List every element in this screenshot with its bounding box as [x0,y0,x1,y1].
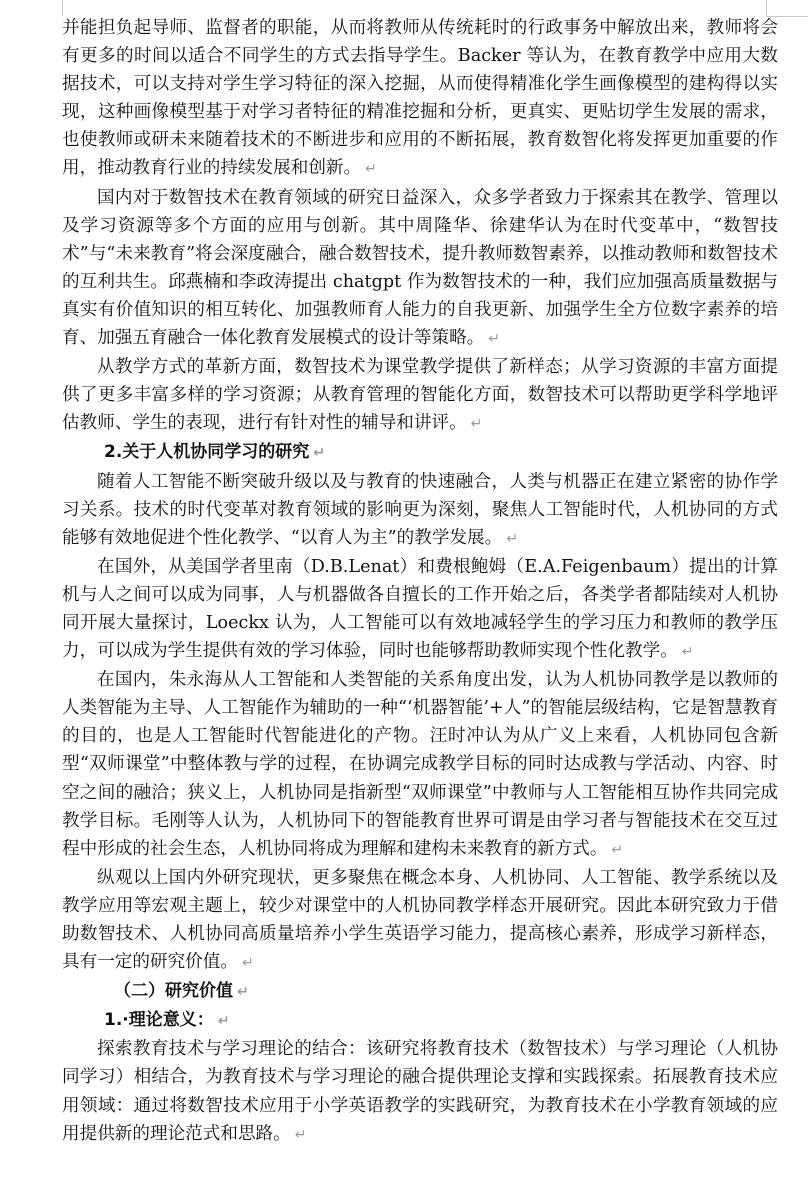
section-heading [62,1006,778,1035]
heading-text: （二）研究价值 [114,981,233,1002]
paragraph-text: 在国内，朱永海从人工智能和人类智能的关系角度出发，认为人机协同教学是以教师的人类智能为主导、人工智能作为辅助的一种“‘机器智能’+人”的智能层级结构，它是智慧教育的目的，也是人工智能时代智能进化的产物。汪时冲认为从广义上来看，人机协同包含新型“双师课堂”中整体教与学的过程，在协调完成教学目标的同时达成教与学活动、内容、时空之间的融洽；狭义上，人机协同是指新型“双师课堂”中教师与人工智能相互协作共同完成教学目标。毛刚等人认为，人机协同下的智能教育世界可谓是由学习者与智能技术在交互过程中形成的社会生态，人机协同将成为理解和建构未来教育的新方式。 [62,670,778,859]
paragraph-mark-icon: ↵ [611,841,624,858]
heading-text: 1.·理论意义： [104,1010,214,1031]
paragraph-mark-icon: ↵ [217,1013,230,1030]
paragraph-mark-icon: ↵ [294,1126,307,1143]
paragraph-text: 纵观以上国内外研究现状，更多聚焦在概念本身、人机协同、人工智能、教学系统以及教学应用等宏观主题上，较少对课堂中的人机协同教学样态开展研究。因此本研究致力于借助数智技术、人机协同高质量培养小学生英语学习能力，提高核心素养，形成学习新样态，具有一定的研究价值。 [62,867,778,973]
paragraph-text: 在国外，从美国学者里南（D.B.Lenat）和费根鲍姆（E.A.Feigenbaum）提出的计算机与人之间可以成为同事，人与机器做各自擅长的工作开始之后，各类学者都陆续对人机协同开展大量探讨，Loeckx 认为，人工智能可以有效地减轻学生的学习压力和教师的教学压力，可以成为学生提供有效的学习体验，同时也能够帮助教师实现个性化教学。 [62,556,778,662]
paragraph-text: 随着人工智能不断突破升级以及与教育的快速融合，人类与机器正在建立紧密的协作学习关系。技术的时代变革对教育领域的影响更为深刻，聚焦人工智能时代，人机协同的方式能够有效地促进个性化教学、“以育人为主”的教学发展。 [62,471,778,548]
paragraph-mark-icon: ↵ [365,161,377,178]
body-paragraph [62,468,778,553]
paragraph-mark-icon: ↵ [506,530,518,547]
section-heading [62,977,778,1006]
body-paragraph [62,184,778,354]
paragraph-mark-icon: ↵ [237,984,249,1001]
paragraph-mark-icon: ↵ [681,644,694,661]
paragraph-mark-icon: ↵ [313,445,326,462]
body-paragraph [62,666,778,864]
section-heading [62,438,778,467]
body-paragraph [62,1035,778,1148]
paragraph-text: 并能担负起导师、监督者的职能，从而将教师从传统耗时的行政事务中解放出来，教师将会有更多的时间以适合不同学生的方式去指导学生。Backer 等认为，在教育教学中应用大数据技术，可以支持对学生学习特征的深入挖掘，从而使得精准化学生画像模型的建构得以实现，这种画像模型基于对学习者特征的精准挖掘和分析，更真实、更贴切学生发展的需求，也使教师或研未来随着技术的不断进步和应用的不断拓展，教育数智化将发挥更加重要的作用，推动教育行业的持续发展和创新。 [62,18,778,179]
body-paragraph [62,14,778,184]
body-paragraph [62,553,778,666]
paragraph-mark-icon: ↵ [241,955,254,972]
body-paragraph [62,353,778,438]
paragraph-mark-icon: ↵ [470,416,483,433]
paragraph-text: 国内对于数智技术在教育领域的研究日益深入，众多学者致力于探索其在教学、管理以及学习资源等多个方面的应用与创新。其中周隆华、徐建华认为在时代变革中，“数智技术”与“未来教育”将会深度融合，融合数智技术，提升教师数智素养，以推动教师和数智技术的互利共生。邱燕楠和李政涛提出 chatgpt 作为数智技术的一种，我们应加强高质量数据与真实有价值知识的相互转化、加强教师育人能力的自我更新、加强学生全方位数字素养的培育、加强五育融合一体化教育发展模式的设计等策略。 [62,187,778,349]
paragraph-text: 从教学方式的革新方面，数智技术为课堂教学提供了新样态；从学习资源的丰富方面提供了更多丰富多样的学习资源；从教育管理的智能化方面，数智技术可以帮助更学科学地评估教师、学生的表现，进行有针对性的辅导和讲评。 [62,357,778,434]
heading-text: 2.关于人机协同学习的研究 [104,442,310,463]
paragraph-mark-icon: ↵ [488,331,500,348]
document-body[interactable] [62,14,778,1149]
body-paragraph [62,864,778,977]
paragraph-text: 探索教育技术与学习理论的结合：该研究将教育技术（数智技术）与学习理论（人机协同学习）相结合，为教育技术与学习理论的融合提供理论支撑和实践探索。拓展教育技术应用领域：通过将数智技术应用于小学英语教学的实践研究，为教育技术在小学教育领域的应用提供新的理论范式和思路。 [62,1039,778,1144]
